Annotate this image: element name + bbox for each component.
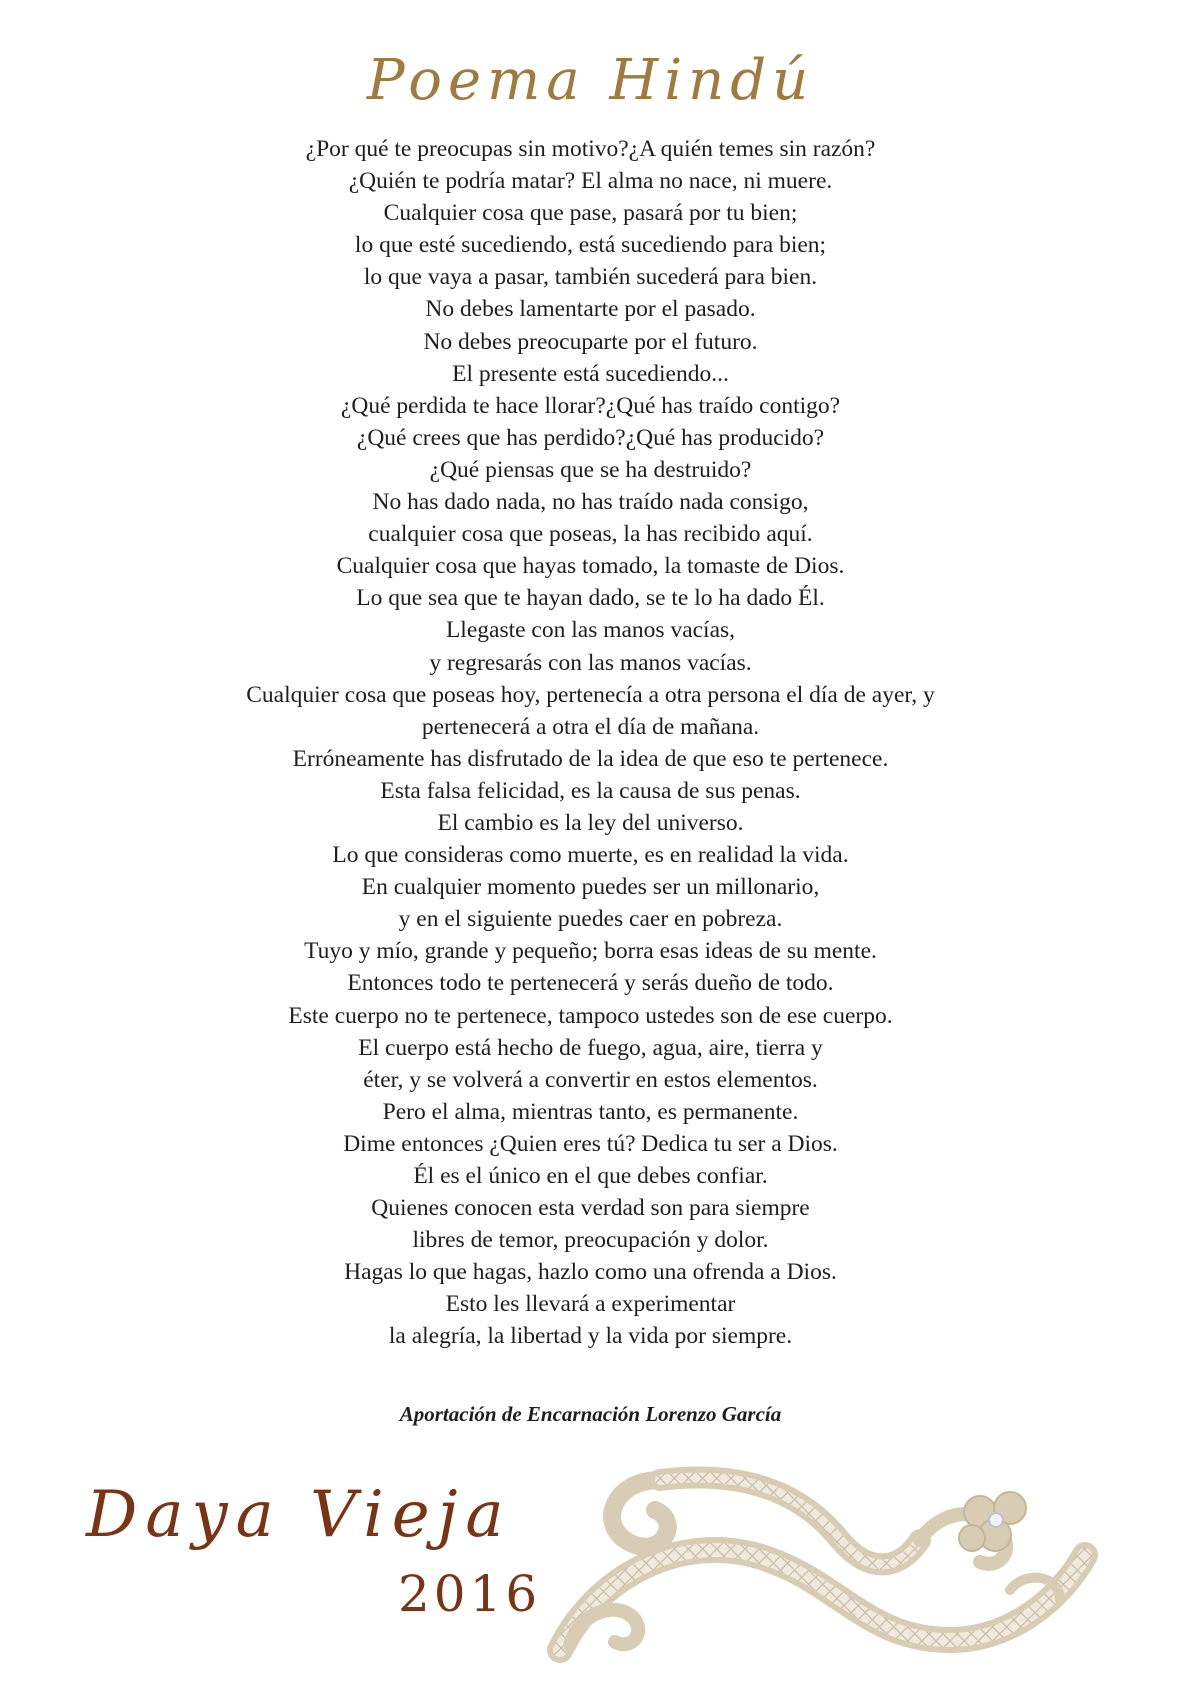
poem-line: Llegaste con las manos vacías, (445, 617, 736, 644)
poem-line: Este cuerpo no te pertenece, tampoco ustedes son de ese cuerpo. (288, 1002, 893, 1029)
poem-title: Poema Hindú (366, 48, 815, 113)
poem-line: ¿Qué piensas que se ha destruido? (429, 456, 752, 483)
poem-line: Lo que consideras como muerte, es en realidad la vida. (332, 842, 849, 869)
lace-embroidery-scroll-icon (540, 1450, 1100, 1670)
poem-line: Él es el único en el que debes confiar. (413, 1163, 768, 1189)
poem-line: Cualquier cosa que hayas tomado, la tomaste de Dios. (336, 553, 845, 580)
poem-line: ¿Qué perdida te hace llorar?¿Qué has traído contigo? (340, 392, 841, 419)
poem-line: ¿Quién te podría matar? El alma no nace, ni muere. (348, 168, 833, 195)
poem-line: éter, y se volverá a convertir en estos elementos. (363, 1066, 818, 1093)
poem-line: Cualquier cosa que pase, pasará por tu bien; (383, 200, 798, 227)
poem-line: Entonces todo te pertenecerá y serás dueño de todo. (347, 970, 834, 997)
poem-line: Esta falsa felicidad, es la causa de sus penas. (380, 777, 801, 804)
poem-line: No debes lamentarte por el pasado. (425, 296, 756, 323)
poem-line: Quienes conocen esta verdad son para siempre (371, 1195, 810, 1222)
poem-line: Dime entonces ¿Quien eres tú? Dedica tu ser a Dios. (343, 1130, 838, 1157)
poem-line: y en el siguiente puedes caer en pobreza. (398, 906, 783, 933)
poem-line: Tuyo y mío, grande y pequeño; borra esas ideas de su mente. (304, 938, 877, 965)
poem-line: lo que esté sucediendo, está sucediendo para bien; (354, 232, 827, 259)
poem-line: Hagas lo que hagas, hazlo como una ofrenda a Dios. (344, 1259, 837, 1286)
brand-name: Daya Vieja (86, 1478, 512, 1552)
poem-line: ¿Qué crees que has perdido?¿Qué has producido? (356, 424, 825, 451)
poem-line: El cambio es la ley del universo. (437, 809, 744, 836)
poem-line: El presente está sucediendo... (452, 360, 729, 387)
ornament-flower (959, 1492, 1026, 1551)
poem-line: No has dado nada, no has traído nada consigo, (372, 489, 809, 516)
poem-line: Erróneamente has disfrutado de la idea de que eso te pertenece. (292, 745, 889, 772)
poem-line: pertenecerá a otra el día de mañana. (421, 713, 760, 740)
poem-line: cualquier cosa que poseas, la has recibido aquí. (368, 521, 813, 548)
poem-line: Cualquier cosa que poseas hoy, pertenecía a otra persona el día de ayer, y (246, 681, 935, 708)
poem-line: lo que vaya a pasar, también sucederá para bien. (363, 264, 818, 291)
poem-line: El cuerpo está hecho de fuego, agua, aire, tierra y (358, 1034, 823, 1061)
poem-line: y regresarás con las manos vacías. (429, 649, 752, 676)
poem-line: No debes preocuparte por el futuro. (423, 328, 758, 355)
poem-line: ¿Por qué te preocupas sin motivo?¿A quién temes sin razón? (305, 136, 876, 162)
credit-line: Aportación de Encarnación Lorenzo García (399, 1402, 782, 1426)
poem-line: la alegría, la libertad y la vida por siempre. (388, 1323, 793, 1350)
poem-line: Pero el alma, mientras tanto, es permanente. (382, 1098, 799, 1125)
poem-line: Esto les llevará a experimentar (445, 1291, 736, 1318)
poem-line: libres de temor, preocupación y dolor. (412, 1227, 769, 1254)
poem-body (60, 133, 1121, 1353)
poem-line: Lo que sea que te hayan dado, se te lo ha dado Él. (356, 585, 825, 612)
poem-line: En cualquier momento puedes ser un millonario, (361, 874, 820, 901)
brand-year: 2016 (398, 1565, 542, 1623)
